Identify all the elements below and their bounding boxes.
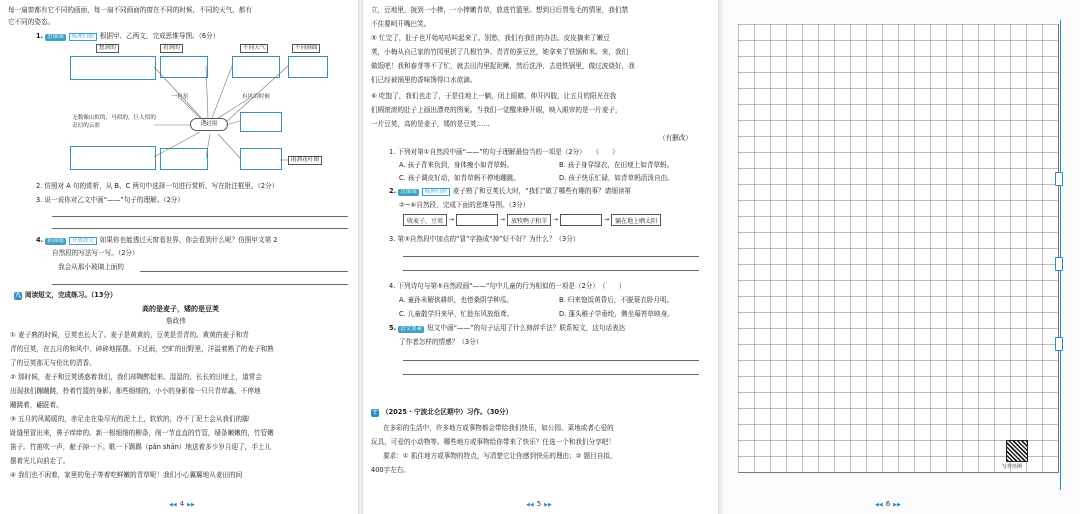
- intro-line: 它不同的姿态。: [8, 18, 55, 26]
- prompt-line: 要求：① 抓住地方或事物的特点，写清楚它让你感到快乐的理由；② 题目自拟，: [383, 452, 617, 460]
- question-2: 2. 思维图 梳理归纳 麦子熟了和豆荚长大时，“我们”做了哪些有趣的事？请细读第: [389, 187, 632, 195]
- question-3: 3. 第③自然段中加点的“冒”字换成“掉”好不好？为什么？（3分）: [389, 235, 580, 243]
- answer-line[interactable]: [52, 228, 348, 229]
- paragraph-line: 青的豆荚，在五月的和风中，碎碎地摇摆。下过雨，空旷的田野里，洋溢着熟了的麦子和熟: [10, 345, 274, 353]
- source-note: （有删改）: [659, 134, 692, 142]
- flow-diagram: 收麦子，豆荚 → → 放牧鸭子和羊 → → 躺在地上晒太阳: [403, 214, 663, 226]
- paragraph-line: 摆着光儿向前走了。: [10, 457, 70, 465]
- page-number-value: 6: [885, 500, 891, 508]
- qr-code-icon[interactable]: [1006, 440, 1028, 462]
- qr-label: 写作范例: [1002, 464, 1023, 470]
- question-2: 2. 仿照对 A 句的赏析，从 B、C 两句中选择一句进行赏析，写在批注框里。（2分）: [36, 182, 279, 190]
- margin-line: [1060, 20, 1061, 490]
- option-d[interactable]: D. 蓬头稚子学垂纶，侧坐莓苔草映身。: [559, 310, 674, 318]
- paragraph-line: 做饭吧！我和春芽等不了忙，就去田沟里捉泥鳅，然后洗净，去进铁锅里，做过波烧好，我: [371, 62, 635, 70]
- question-5: 5. 语文要素 短文中画“——”的句子运用了什么修辞手法？联系短文，这句话表达: [389, 324, 626, 332]
- flow-step: 躺在地上晒太阳: [611, 214, 661, 226]
- answer-line[interactable]: [140, 271, 348, 272]
- option-a[interactable]: A. 童孙未解供耕织，也傍桑阴学种瓜。: [399, 296, 514, 304]
- binding-mark: [1055, 172, 1063, 186]
- mind-label: 看到的: [160, 44, 183, 53]
- question-tag: 思维图: [47, 34, 64, 40]
- prompt-line: 玩具，可爱的小动物等。哪些地方或事物给你带来了快乐？任选一个和我们分享吧！: [371, 438, 615, 446]
- paragraph-line: ③ 五月的风暖暖的，赤足走在染尽光的泥土上，软软的，冷不丁泥土会从我们的脚: [10, 415, 249, 423]
- mind-center: 透过窗: [190, 118, 228, 131]
- answer-line[interactable]: [403, 374, 699, 375]
- paragraph-line: 笛子。竹笛吹一声，献子掉一下。歌一下踢踢（pǎn shān）地送着多少岁月迎了，手上儿: [10, 443, 272, 451]
- mind-connectors: [0, 0, 358, 180]
- writing-grid[interactable]: [738, 24, 1059, 473]
- mind-item: 有风的时候: [242, 94, 270, 100]
- page-number-value: 5: [536, 500, 542, 508]
- question-3: 3. 说一说你对乙文中画“——”句子的理解。（2分）: [36, 196, 184, 204]
- question-text: 短文中画“——”的句子运用了什么修辞手法？联系短文，这句话表达: [427, 324, 626, 332]
- flow-step-blank[interactable]: [560, 214, 602, 226]
- question-1: 1. 思维图 梳理归纳 根据甲、乙两文，完成思维导图。（6分）: [36, 32, 220, 40]
- article-author: 詹政伟: [166, 317, 186, 325]
- flow-step: 放牧鸭子和羊: [507, 214, 551, 226]
- question-tag-secondary: 开放探究: [69, 237, 97, 245]
- binding-mark: [1055, 337, 1063, 351]
- mind-label: 不同天气: [240, 44, 268, 53]
- paragraph-line: ⑥ 吃饱了，我们也走了，于是往地上一躺，闭上眼睛，伸开四肢，让五月的阳光在我: [371, 92, 617, 100]
- section-header: [371, 408, 512, 417]
- mind-label: 想到的: [96, 44, 119, 53]
- page-number: [166, 500, 198, 508]
- question-text: 自然段的写法写一写。（2分）: [52, 249, 139, 257]
- prev-arrow-icon: ◀◀: [526, 502, 534, 508]
- paragraph-line: ① 麦子熟的时候，豆荚也长大了。麦子是黄黄的，豆荚是青青的。黄黄的麦子和青: [10, 331, 249, 339]
- answer-line[interactable]: [52, 216, 348, 217]
- option-d[interactable]: D. 孩子快乐忙碌，如青草蚂活泼自由。: [559, 174, 674, 182]
- question-text: 如果你也能透过天窗看世界，你会看到什么呢？仿照甲文第 2: [99, 236, 278, 244]
- question-tag: 思维图: [400, 189, 417, 195]
- mind-item: 一粒星: [171, 94, 189, 100]
- mind-text: 无数像山似的，马似的，巨人似的奇幻的云彩: [72, 115, 156, 129]
- article-title: 高的是麦子，矮的是豆荚: [142, 305, 219, 313]
- paragraph-line: ② 那时候，麦子和豆荚诱惑着我们，我们却陶醉起来。湿湿的，长长的田埂上，道常会: [10, 373, 262, 381]
- page-5: [363, 0, 718, 514]
- intro-line: 每一扇窗都有它不同的画面，每一扇不同画面的窗在不同的时候，不同的天气，都有: [8, 6, 252, 14]
- page-number-value: 4: [179, 500, 185, 508]
- paragraph-line: 趾缝里冒出来，鼻子痒痒的。新一根细细的柳条，削一节直直的竹管，掰条嫩嫩的，竹管嫩: [10, 429, 274, 437]
- flow-step: 收麦子，豆荚: [403, 214, 447, 226]
- paragraph-line: ⑤ 忙完了，肚子也开始咕咕叫起来了。别愁，我们有我们的办法。皮皮摘来了嫩豆: [371, 34, 610, 42]
- page-number: [872, 500, 904, 508]
- mind-label: 不同画面: [292, 44, 320, 53]
- question-1: 1. 下列对第①自然段中画“——”的句子理解最恰当的一项是（2分） （ ）: [389, 148, 619, 156]
- option-c[interactable]: C. 儿童散学归来早，忙趁东风放纸鸢。: [399, 310, 514, 318]
- prev-arrow-icon: ◀◀: [169, 502, 177, 508]
- question-text: 我会从那小玻璃上面的: [58, 263, 124, 271]
- section-number: 十: [371, 409, 378, 416]
- answer-line[interactable]: [52, 284, 348, 285]
- paragraph-line: 了的豆荚那无与伦比的清香。: [10, 359, 96, 367]
- prompt-line: 在多彩的生活中，许多地方或事物都会带给我们快乐，如公园、菜地或者心爱的: [383, 424, 614, 432]
- question-text: 了作者怎样的情感？（3分）: [399, 338, 483, 346]
- next-arrow-icon: ▶▶: [544, 502, 552, 508]
- option-b[interactable]: B. 孩子身穿绿衣，在田埂上如青草蚂。: [559, 161, 674, 169]
- page-4: [0, 0, 358, 514]
- answer-line[interactable]: [403, 256, 699, 257]
- paragraph-line: 们已经被锅里的香味馋得口水欲滴。: [371, 76, 477, 84]
- question-tag-secondary: 梳理归纳: [69, 33, 97, 41]
- option-c[interactable]: C. 孩子调皮好动，如青草蚂不停地蹦跳。: [399, 174, 520, 182]
- prompt-line: 400字左右。: [371, 466, 410, 474]
- question-tag: 语文要素: [400, 326, 423, 332]
- question-text: ②~⑥自然段，完成下面的思维导图。（3分）: [399, 201, 530, 209]
- section-title: （2025 · 宁波北仑区期中）习作。（30分）: [382, 408, 513, 416]
- paragraph-line: ④ 我们也不闲着，家里的兔子等着吃鲜嫩的青草呢！我们小心翼翼地从麦田的间: [10, 471, 243, 479]
- question-text: 麦子熟了和豆荚长大时，“我们”做了哪些有趣的事？请细读第: [452, 187, 632, 195]
- answer-line[interactable]: [403, 270, 699, 271]
- question-4: 4. 拓展题 开放探究 如果你也能透过天窗看世界，你会看到什么呢？仿照甲文第 2: [36, 236, 278, 244]
- paragraph-line: 们圆滚滚的肚子上画出漂亮的图案。当我们一觉醒来睁开眼，映入眼帘的是一片麦子，: [371, 106, 622, 114]
- prev-arrow-icon: ◀◀: [875, 502, 883, 508]
- question-4: 4. 下列诗句与第⑤自然段画“——”句中儿童的行为相似的一项是（2分） （ ）: [389, 282, 626, 290]
- paragraph-line: 立，豆地里，拢到一小捧，一小捧嫩青草，放进竹篮里。想到日后胃兔毛的情景，我们禁: [371, 6, 629, 14]
- paragraph-line: 荚，小梅从自己家的竹园里折了几根竹笋。青青的蚕豆丝，她拿来了铁锅和米。来，我们: [371, 48, 629, 56]
- question-tag-secondary: 梳理归纳: [422, 188, 450, 196]
- page-6: [722, 0, 1080, 514]
- option-b[interactable]: B. 归来饱饭黄昏后，不脱蓑衣卧月明。: [559, 296, 674, 304]
- option-a[interactable]: A. 孩子背来负到，身体瘦小如青草蚂。: [399, 161, 514, 169]
- paragraph-line: 出现我们蹦蹦跳，拎着竹篮的身影。那些细细的，小小的身影像一只只青草螽，不停地: [10, 387, 261, 395]
- section-header: [14, 291, 117, 300]
- paragraph-line: 不住要呵开嘴巴笑。: [371, 20, 431, 28]
- binding-mark: [1055, 257, 1063, 271]
- answer-line[interactable]: [403, 360, 699, 361]
- question-text: 根据甲、乙两文，完成思维导图。（6分）: [99, 32, 220, 40]
- flow-step-blank[interactable]: [456, 214, 498, 226]
- next-arrow-icon: ▶▶: [187, 502, 195, 508]
- section-number: 九: [14, 292, 21, 299]
- paragraph-line: 一片豆荚，高的是麦子，矮的是豆荚……: [371, 120, 490, 128]
- next-arrow-icon: ▶▶: [893, 502, 901, 508]
- page-number: [523, 500, 555, 508]
- question-tag: 拓展题: [47, 238, 64, 244]
- section-title: 阅读短文，完成练习。（13分）: [25, 291, 117, 299]
- mind-label: 雨洒花叶图: [288, 156, 322, 165]
- paragraph-line: 蹦跳着，翩跹着。: [10, 401, 63, 409]
